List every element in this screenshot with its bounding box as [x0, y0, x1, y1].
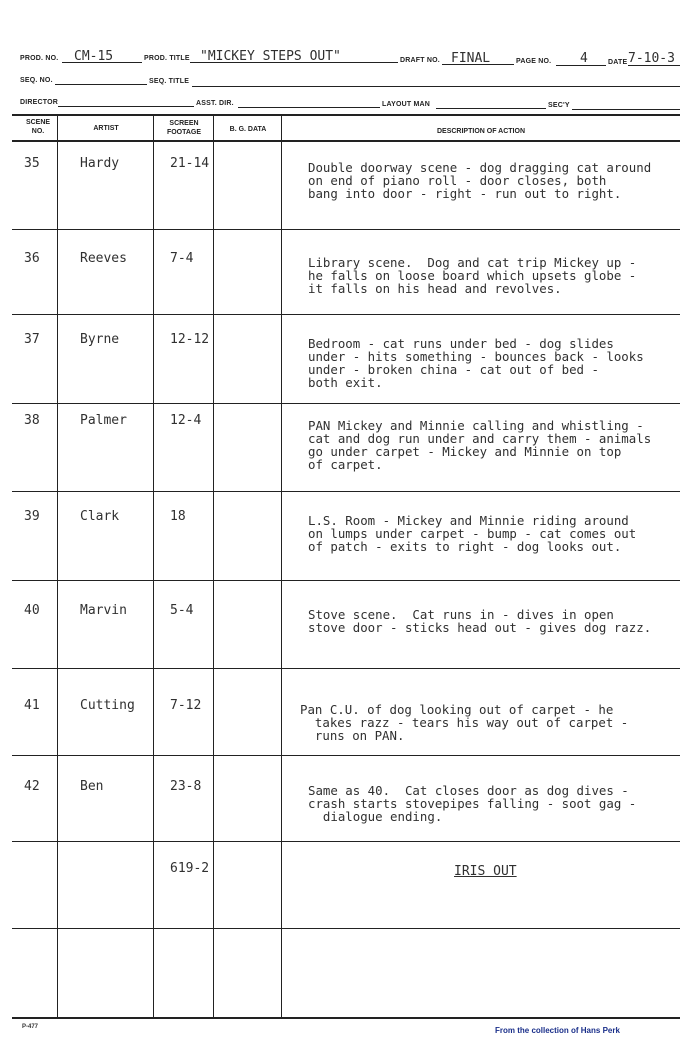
scene-number: 35 — [24, 156, 40, 171]
date-label: DATE — [608, 59, 628, 66]
artist-name: Reeves — [80, 251, 127, 266]
artist-name: Cutting — [80, 698, 135, 713]
screen-footage: 12-12 — [170, 332, 210, 347]
prod-no-value: CM-15 — [74, 49, 114, 64]
table-top-border — [12, 114, 680, 116]
director-label: DIRECTOR — [20, 99, 59, 106]
action-description: PAN Mickey and Minnie calling and whistling - cat and dog run under and carry them - animals go under carpet - Mickey and Minnie on top of carpet. — [308, 418, 652, 472]
screen-footage: 7-12 — [170, 698, 202, 713]
scene-number: 38 — [24, 413, 40, 428]
header-bottom-border — [12, 140, 680, 142]
page-no-value: 4 — [580, 51, 588, 66]
col-bg-data: B. G. DATA — [229, 126, 267, 133]
screen-footage: 5-4 — [170, 603, 194, 618]
action-description: Bedroom - cat runs under bed - dog slides under - hits something - bounces back - looks under - broken china - cat out of bed - both exit. — [308, 336, 644, 390]
screen-footage: 7-4 — [170, 251, 194, 266]
scene-number: 39 — [24, 509, 40, 524]
form-number: P-477 — [22, 1024, 39, 1030]
seq-title-label: SEQ. TITLE — [149, 78, 190, 85]
artist-name: Ben — [80, 779, 104, 794]
action-description: Same as 40. Cat closes door as dog dives - crash starts stovepipes falling - soot gag - dialogue ending. — [308, 783, 637, 824]
scene-number: 36 — [24, 251, 40, 266]
layout-man-label: LAYOUT MAN — [382, 101, 431, 108]
action-description: Library scene. Dog and cat trip Mickey up - he falls on loose board which upsets globe - it falls on his head and revolves. — [308, 255, 637, 296]
scene-number: 42 — [24, 779, 40, 794]
date-value: 7-10-3 — [628, 51, 675, 66]
draft-no-label: DRAFT NO. — [400, 57, 440, 64]
artist-name: Byrne — [80, 332, 120, 347]
iris-out-note: IRIS OUT — [454, 864, 517, 879]
screen-footage: 18 — [170, 509, 186, 524]
scene-number: 41 — [24, 698, 40, 713]
action-description: Pan C.U. of dog looking out of carpet - he takes razz - tears his way out of carpet - runs on PAN. — [300, 702, 629, 743]
artist-name: Marvin — [80, 603, 127, 618]
prod-title-value: "MICKEY STEPS OUT" — [200, 49, 341, 64]
draft-no-value: FINAL — [451, 51, 491, 66]
screen-footage: 12-4 — [170, 413, 202, 428]
artist-name: Palmer — [80, 413, 127, 428]
action-description: Stove scene. Cat runs in - dives in open stove door - sticks head out - gives dog razz. — [308, 607, 652, 635]
col-scene-no: SCENE NO. — [25, 119, 51, 135]
scene-number: 40 — [24, 603, 40, 618]
action-description: L.S. Room - Mickey and Minnie riding around on lumps under carpet - bump - cat comes out of patch - exits to right - dog looks out. — [308, 513, 637, 554]
total-footage: 619-2 — [170, 861, 210, 876]
collection-credit: From the collection of Hans Perk — [495, 1026, 620, 1035]
artist-name: Clark — [80, 509, 120, 524]
col-artist: ARTIST — [93, 125, 119, 132]
page-no-label: PAGE NO. — [516, 58, 552, 65]
action-description: Double doorway scene - dog dragging cat around on end of piano roll - door closes, both bang into door - right - run out to right. — [308, 160, 652, 201]
asst-dir-label: ASST. DIR. — [196, 100, 234, 107]
screen-footage: 23-8 — [170, 779, 202, 794]
screen-footage: 21-14 — [170, 156, 210, 171]
col-description: DESCRIPTION OF ACTION — [436, 128, 526, 135]
secy-label: SEC'Y — [548, 102, 570, 109]
scene-number: 37 — [24, 332, 40, 347]
prod-title-label: PROD. TITLE — [144, 55, 190, 62]
seq-no-label: SEQ. NO. — [20, 77, 53, 84]
col-screen-footage: SCREEN FOOTAGE — [166, 120, 202, 136]
artist-name: Hardy — [80, 156, 120, 171]
prod-no-label: PROD. NO. — [20, 55, 59, 62]
